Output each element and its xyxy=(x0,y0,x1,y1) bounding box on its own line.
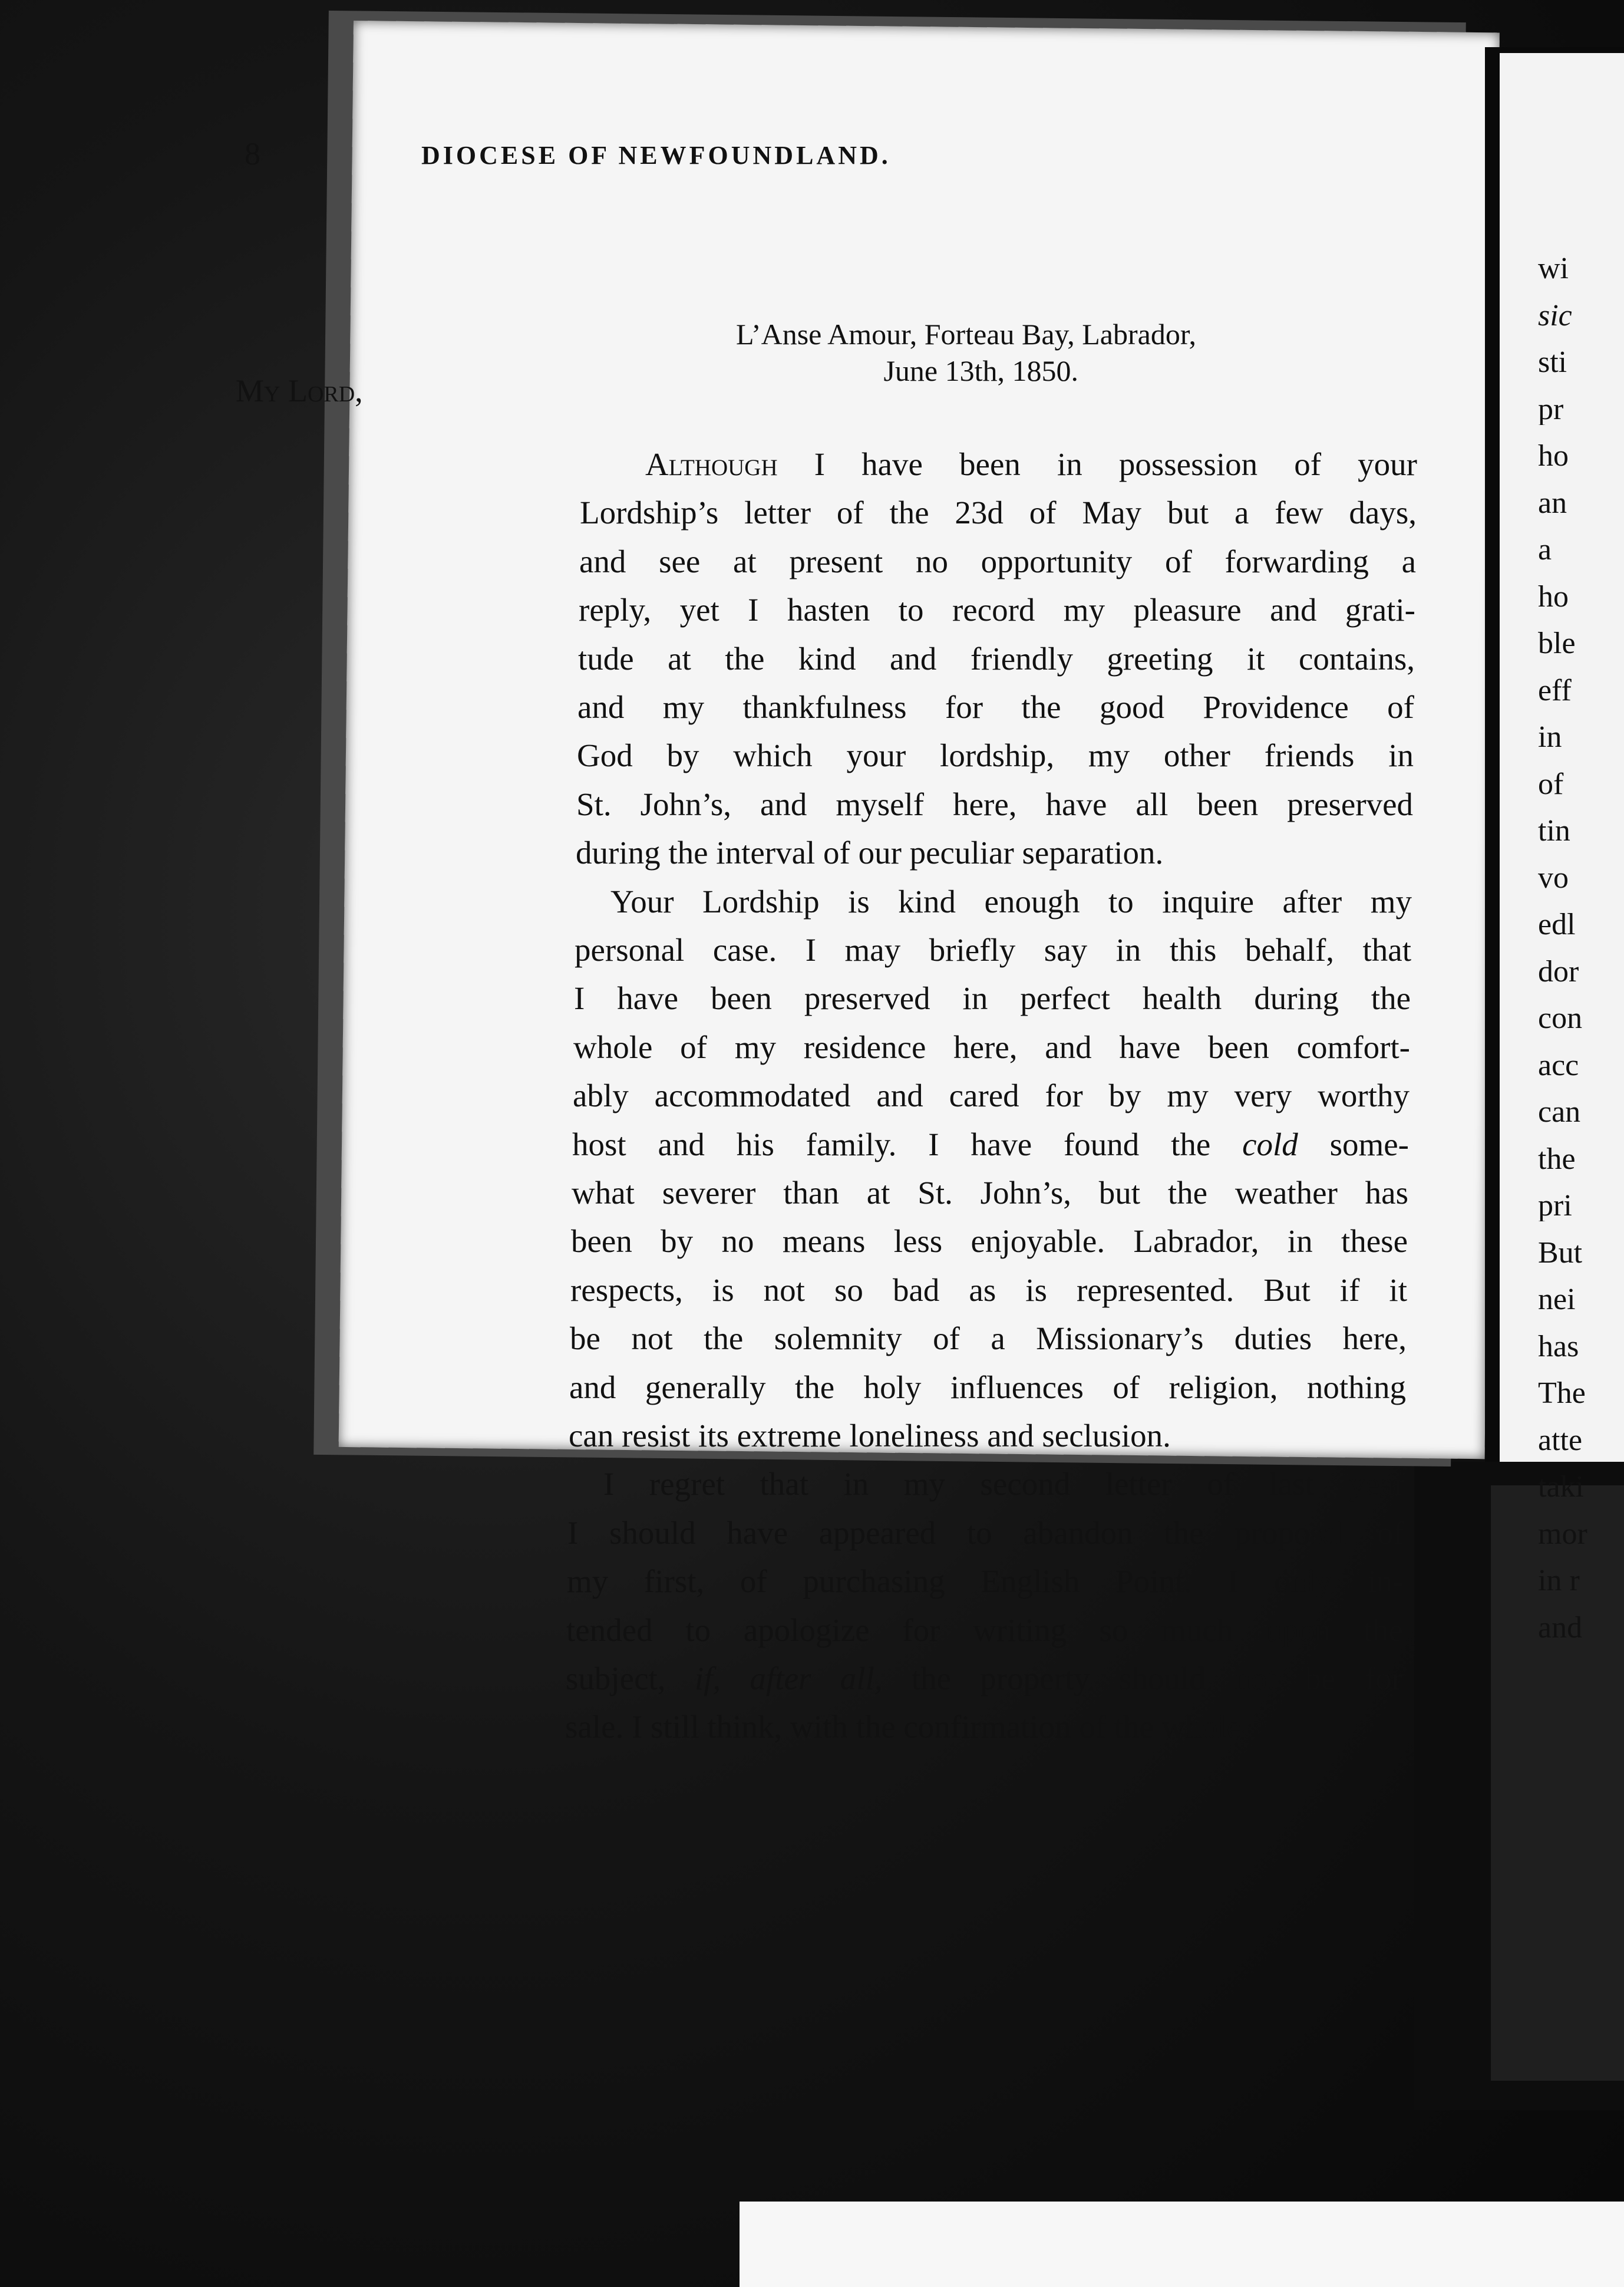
facing-page-fragment: pr xyxy=(1538,394,1564,425)
facing-page-fragment: sti xyxy=(1538,347,1567,378)
line-text: host and his family. I have found the xyxy=(572,1126,1243,1162)
line-text: sale. I still think, with the confirmation of the whole xyxy=(565,1709,1242,1745)
line-text: tude at the kind and friendly greeting it contains, xyxy=(578,640,1415,677)
line-text: personal case. I may briefly say in this behalf, that xyxy=(575,932,1411,968)
line-text: ably accommodated and cared for by my very worthy xyxy=(573,1077,1410,1114)
text-line xyxy=(577,691,1414,723)
dateline-place: L’Anse Amour, Forteau Bay, Labrador, xyxy=(735,318,1196,351)
line-text: whole of my residence here, and have been comfort- xyxy=(573,1029,1410,1065)
line-text: what severer than at St. John’s, but the weather has xyxy=(572,1175,1408,1211)
facing-page-fragment: pri xyxy=(1538,1191,1572,1221)
line-text: been by no means less enjoyable. Labrador, in these xyxy=(571,1223,1408,1260)
facing-page-fragment: a xyxy=(1538,535,1552,565)
facing-page-fragment: of xyxy=(1538,769,1564,800)
line-text: I have been in possession of your xyxy=(777,446,1417,482)
line-text: I have been preserved in perfect health during the xyxy=(574,980,1411,1017)
facing-page-fragment: con xyxy=(1538,1003,1583,1034)
text-line xyxy=(567,1563,1404,1600)
facing-page-fragment: atte xyxy=(1538,1425,1583,1456)
text-line xyxy=(570,1322,1407,1355)
text-line xyxy=(579,594,1415,626)
line-text: tended to apologize for writing so much upon the xyxy=(566,1612,1403,1648)
scan-bottom-strip xyxy=(740,2202,1624,2287)
text-line xyxy=(566,1614,1403,1646)
line-text: and my thankfulness for the good Providence of xyxy=(577,689,1414,725)
text-line xyxy=(572,1177,1408,1209)
text-line xyxy=(610,885,1412,918)
dateline-date: June 13th, 1850. xyxy=(883,354,1078,387)
facing-page-fragment: vo xyxy=(1538,862,1569,894)
text-line xyxy=(578,642,1415,675)
line-text: some- xyxy=(1298,1126,1409,1162)
line-text: be not the solemnity of a Missionary’s duties here, xyxy=(570,1320,1407,1357)
facing-page-fragment: the xyxy=(1538,1144,1576,1175)
running-head: DIOCESE OF NEWFOUNDLAND. xyxy=(421,141,891,170)
facing-page-fragment: But xyxy=(1538,1237,1583,1268)
line-text: subject, xyxy=(566,1660,695,1696)
text-line xyxy=(572,1128,1409,1161)
text-line xyxy=(577,739,1414,772)
facing-page-fragment: eff xyxy=(1538,675,1572,706)
line-text: God by which your lordship, my other friends in xyxy=(577,737,1414,774)
facing-page-fragment: and xyxy=(1538,1612,1583,1643)
italic-text: if, after all, xyxy=(694,1660,883,1696)
facing-page-fragment: has xyxy=(1538,1331,1579,1362)
facing-page-fragment: in xyxy=(1538,722,1562,753)
text-line xyxy=(567,1514,1404,1551)
facing-page-fragment: The xyxy=(1538,1378,1586,1409)
text-line xyxy=(603,1468,1405,1500)
facing-page-fragment: wi xyxy=(1538,253,1569,284)
text-line xyxy=(574,980,1411,1017)
line-text: Your Lordship is kind enough to inquire after my xyxy=(610,883,1412,920)
facing-page-fragment: edl xyxy=(1538,909,1576,940)
text-line xyxy=(576,788,1413,820)
text-line xyxy=(566,1662,1402,1695)
facing-page-fragment: dor xyxy=(1538,956,1579,987)
italic-text: cold xyxy=(1242,1126,1298,1162)
text-line xyxy=(573,1079,1410,1112)
facing-page-fragment: can xyxy=(1538,1097,1581,1128)
facing-page-fragment: ho xyxy=(1538,441,1569,472)
page-number: 8 xyxy=(245,136,260,172)
text-line xyxy=(575,934,1411,966)
facing-page-fragment: acc xyxy=(1538,1050,1579,1081)
text-line xyxy=(576,836,1412,869)
salutation: My Lord, xyxy=(236,373,363,408)
line-text: respects, is not so bad as is represented. But if it xyxy=(570,1271,1407,1308)
facing-page-fragment: ble xyxy=(1538,628,1576,659)
line-text: reply, yet I hasten to record my pleasure and grati- xyxy=(579,592,1415,628)
small-caps-word: Although xyxy=(645,446,778,482)
line-text: Lordship’s letter of the 23d of May but a few days, xyxy=(580,495,1417,531)
text-line xyxy=(571,1223,1408,1260)
line-text: can resist its extreme loneliness and seclusion. xyxy=(569,1418,1171,1454)
line-text: during the interval of our peculiar separation. xyxy=(576,835,1164,871)
text-line xyxy=(573,1031,1410,1063)
line-text: and generally the holy influences of religion, nothing xyxy=(569,1369,1406,1405)
text-line xyxy=(579,545,1416,578)
line-text: and see at present no opportunity of forwarding a xyxy=(579,543,1416,579)
line-text: I should have appeared to abandon the proposal of xyxy=(567,1514,1404,1551)
facing-page-fragment: in r xyxy=(1538,1566,1580,1596)
facing-page-fragment: taki xyxy=(1538,1472,1584,1502)
facing-page-fragment: tin xyxy=(1538,816,1570,846)
text-line xyxy=(580,496,1417,529)
line-text: St. John’s, and myself here, have all been preserved xyxy=(576,786,1413,822)
facing-page-fragment: an xyxy=(1538,487,1567,519)
text-line xyxy=(569,1371,1406,1403)
facing-page-fragment: nei xyxy=(1538,1284,1576,1315)
text-line xyxy=(569,1419,1405,1452)
facing-page-fragment: mor xyxy=(1538,1518,1587,1550)
line-text: I regret that in my second letter of last year xyxy=(603,1466,1405,1502)
line-text: the property should not be for xyxy=(882,1660,1403,1696)
facing-page-fragment: ho xyxy=(1538,581,1569,612)
text-line xyxy=(565,1711,1402,1743)
line-text: my first, of purchasing English Point. I only in- xyxy=(567,1563,1404,1600)
facing-page-fragment: sic xyxy=(1538,300,1572,331)
text-line xyxy=(570,1271,1407,1308)
text-line xyxy=(645,448,1417,480)
